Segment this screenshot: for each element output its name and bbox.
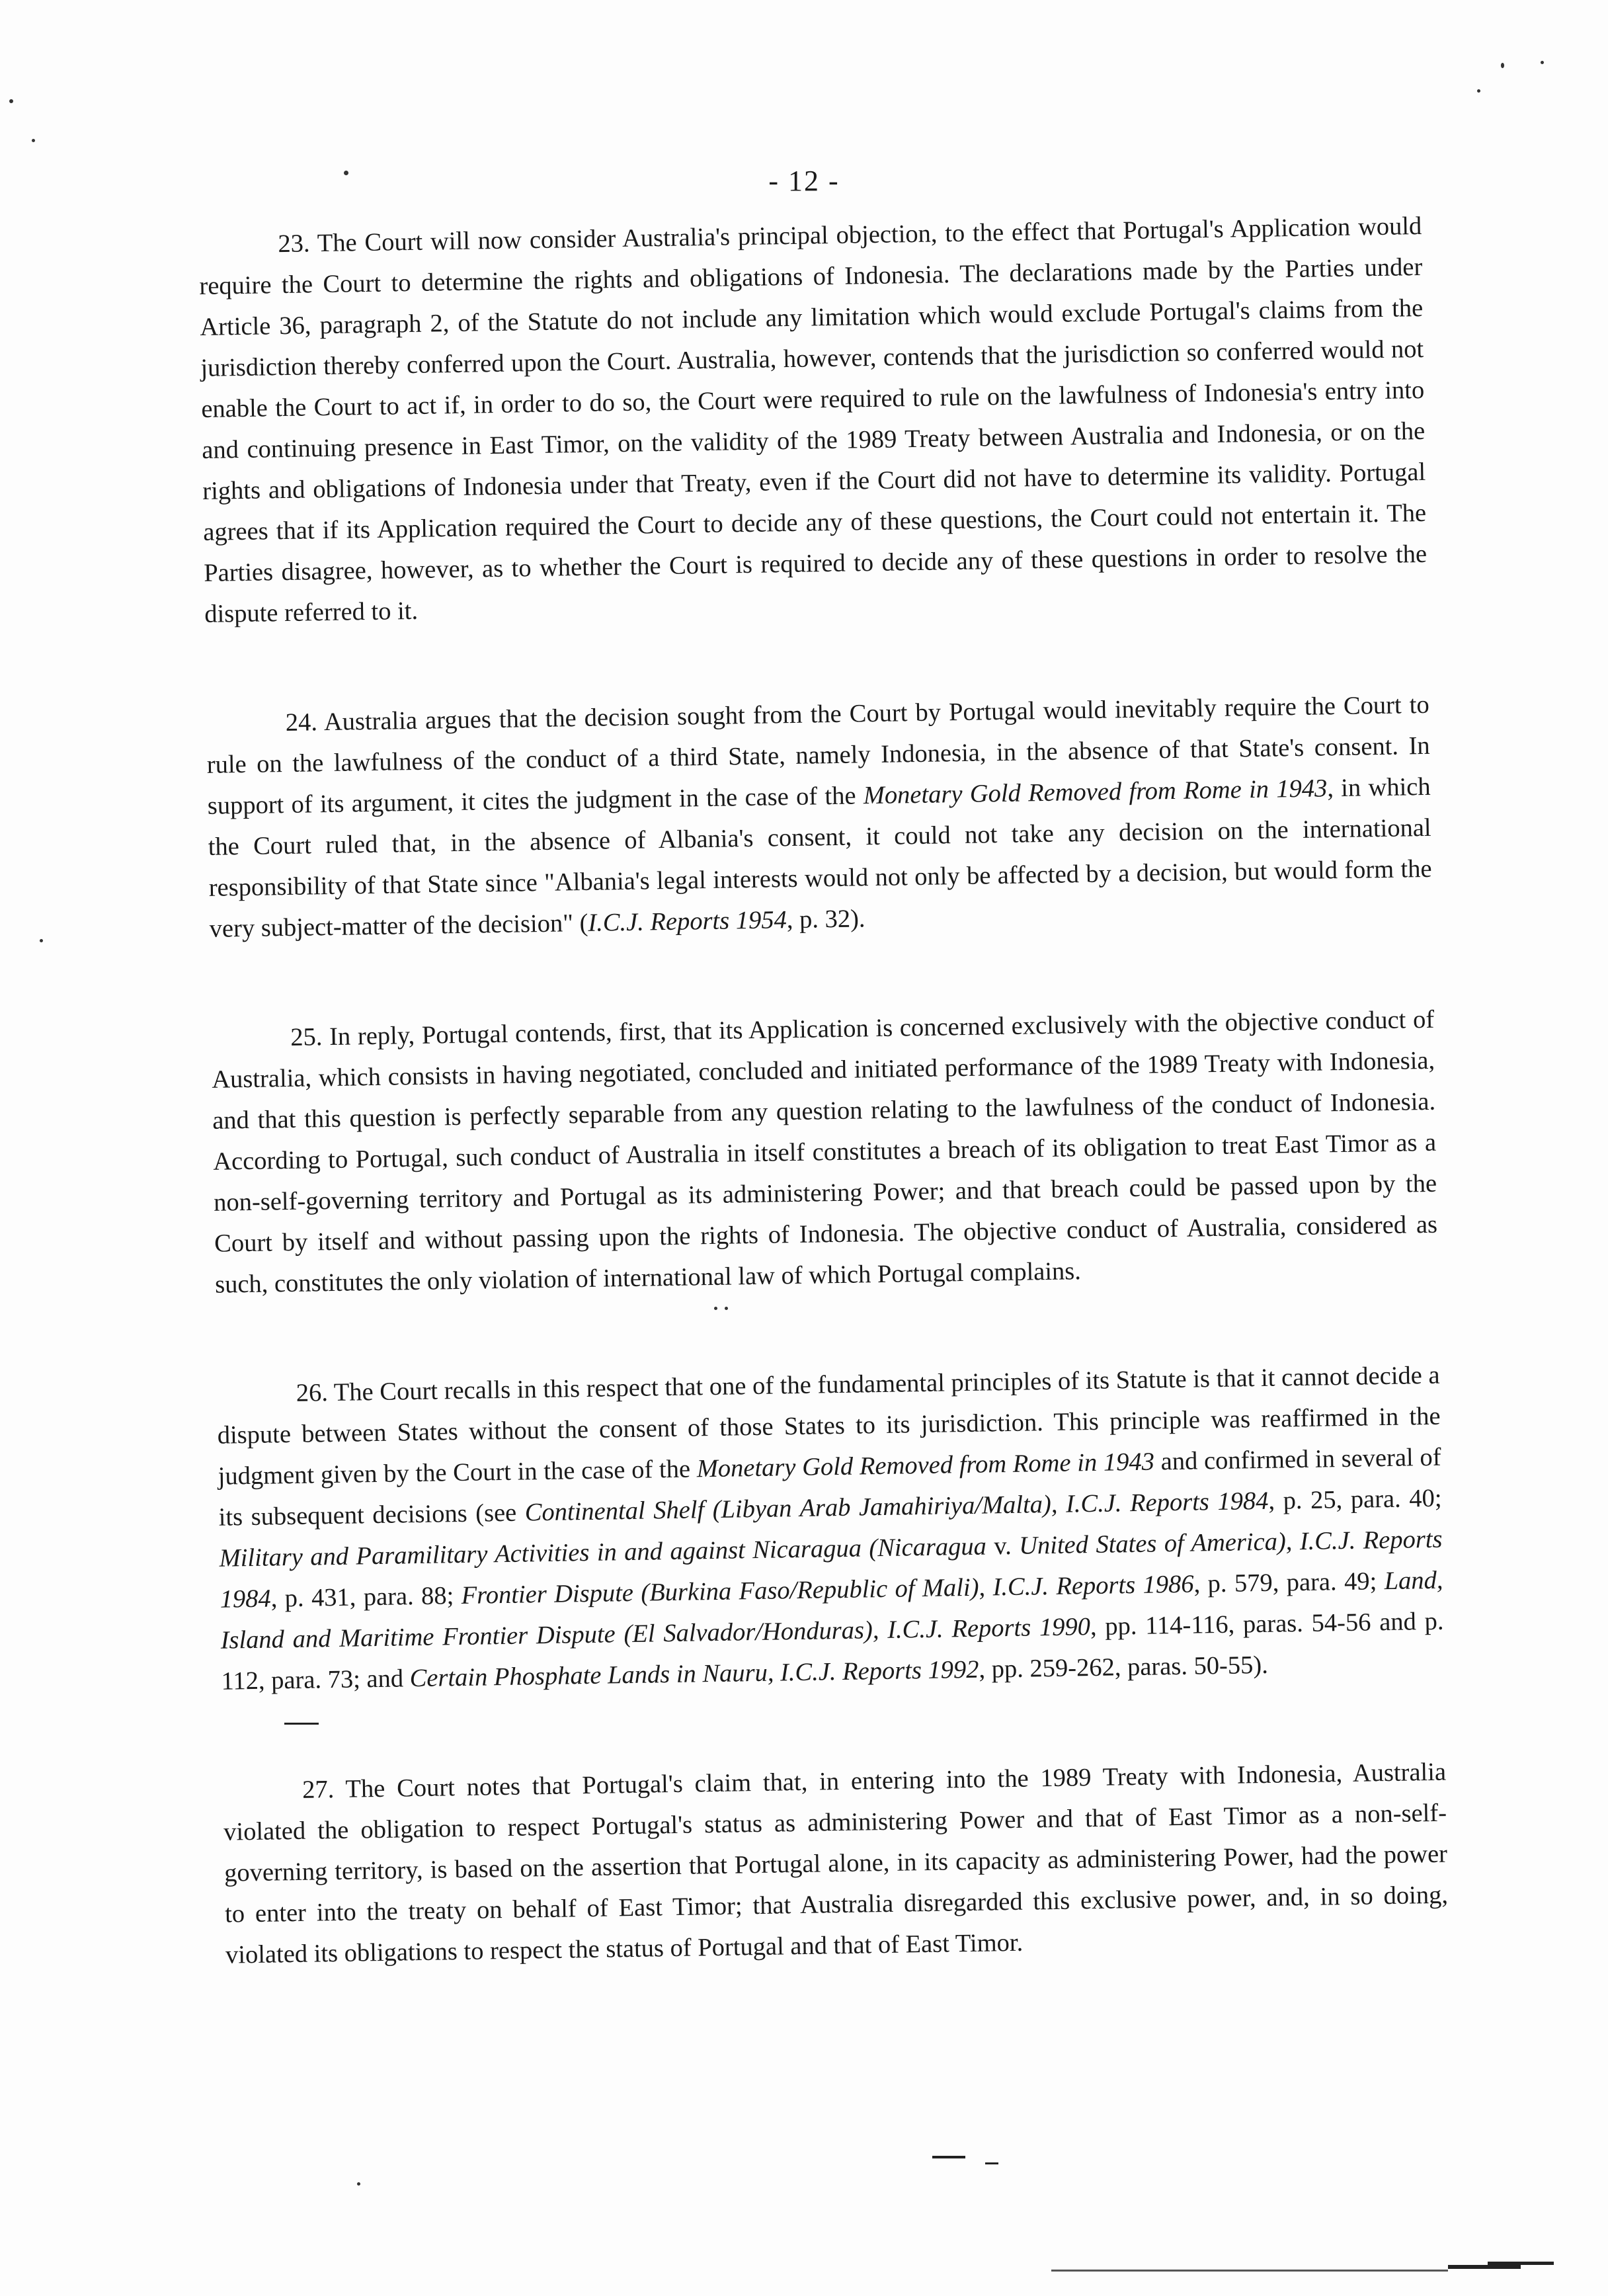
italic-citation: Continental Shelf (Libyan Arab Jamahiriya/Malta), I.C.J. Reports 1984 [524,1487,1269,1527]
scan-speck [1541,61,1544,64]
scan-mark [1448,2265,1521,2269]
paragraph-23 [198,206,1428,635]
paragraph-text: , in which the Court ruled that, in the absence of Albania's consent, it could not take any decision on the international responsibility of that State since "Albania's legal interests would not only be affected by a decision, but would form the very subject-matter of the decision" ( [208,772,1432,943]
italic-citation: Frontier Dispute (Burkina Faso/Republic of Mali), I.C.J. Reports 1986 [461,1570,1194,1610]
scan-speck [1477,89,1480,93]
paragraph-text: 24. Australia argues that the decision sought from the Court by Portugal would inevitably require the Court to rule on the lawfulness of the conduct of a third State, namely Indonesia, in the absence of that State's consent. In support of its argument, it cites the judgment in the case of the [206,690,1430,820]
scan-mark [1051,2270,1448,2272]
scan-speck [40,939,43,942]
scan-speck [32,139,35,142]
paragraph-26 [216,1355,1445,1702]
paragraph-text: and confirmed in several of its subsequent decisions (see [218,1443,1441,1532]
italic-citation: Monetary Gold Removed from Rome in 1943 [696,1448,1155,1483]
paragraph-text: v. [986,1532,1020,1561]
scan-speck [357,2182,360,2186]
italic-citation: United States of America), I.C.J. Reports 1984 [220,1525,1443,1614]
italic-citation: Monetary Gold Removed from Rome in 1943 [863,774,1328,810]
paragraph-25 [211,999,1439,1305]
italic-citation: Land, Island and Maritime Frontier Dispute (El Salvador/Honduras), I.C.J. Reports 1990 [220,1566,1443,1655]
paragraph-text: , p. 431, para. 88; [270,1582,462,1613]
italic-citation: Certain Phosphate Lands in Nauru, I.C.J. Reports 1992 [409,1655,979,1693]
paragraph-text: , pp. 259-262, paras. 50-55). [979,1651,1269,1684]
paragraph-27 [223,1752,1449,1976]
scan-mark [284,1723,319,1725]
document-body [198,206,1450,2045]
italic-citation: Military and Paramilitary Activities in and against Nicaragua (Nicaragua [219,1532,987,1573]
scan-speck [9,99,13,103]
scan-speck [714,1307,717,1310]
italic-citation: I.C.J. Reports 1954 [588,906,787,937]
paragraph-text: , p. 579, para. 49; [1193,1567,1385,1598]
paragraph-text: , p. 25, para. 40; [1268,1484,1442,1515]
scan-mark [932,2156,965,2158]
page-number: - 12 - [768,165,840,197]
paragraph-text: , pp. 114-116, paras. 54-56 and p. 112, para. 73; and [221,1607,1444,1696]
scan-mark [985,2162,998,2164]
paragraph-24 [206,684,1433,950]
paragraph-text: , p. 32). [786,905,865,934]
scan-mark [1488,2262,1554,2265]
paragraph-text: 27. The Court notes that Portugal's claim that, in entering into the 1989 Treaty with Indonesia, Australia violated the obligation to respect Portugal's status as administering Power and that of East Timor as a non-self-governing territory, is based on the assertion that Portugal alone, in its capacity as administering Power, had the power to enter into the treaty on behalf of East Timor; that Australia disregarded this exclusive power, and, in so doing, violated its obligations to respect the status of Portugal and that of East Timor. [223,1758,1449,1969]
paragraph-text: 23. The Court will now consider Australia's principal objection, to the effect that Portugal's Application would require the Court to determine the rights and obligations of Indonesia. The declarations made by the Parties under Article 36, paragraph 2, of the Statute do not include any limitation which would exclude Portugal's claims from the jurisdiction thereby conferred upon the Court. Australia, however, contends that the jurisdiction so conferred would not enable the Court to act if, in order to do so, the Court were required to rule on the lawfulness of Indonesia's entry into and continuing presence in East Timor, on the validity of the 1989 Treaty between Australia and Indonesia, or on the rights and obligations of Indonesia under that Treaty, even if the Court did not have to determine its validity. Portugal agrees that if its Application required the Court to decide any of these questions, the Court could not entertain it. The Parties disagree, however, as to whether the Court is required to decide any of these questions in order to resolve the dispute referred to it. [199,212,1427,628]
paragraph-text: 26. The Court recalls in this respect that one of the fundamental principles of its Statute is that it cannot decide a dispute between States without the consent of those States to its jurisdiction. This principle was reaffirmed in the judgment given by the Court in the case of the [217,1361,1441,1491]
paragraph-text: 25. In reply, Portugal contends, first, that its Application is concerned exclusively with the objective conduct of Australia, which consists in having negotiated, concluded and initiated performance of the 1989 Treaty with Indonesia, and that this question is perfectly separable from any question relating to the lawfulness of the conduct of Indonesia. According to Portugal, such conduct of Australia in itself constitutes a breach of its obligation to treat East Timor as a non-self-governing territory and Portugal as its administering Power; and that breach could be passed upon by the Court by itself and without passing upon the rights of Indonesia. The objective conduct of Australia, considered as such, constitutes the only violation of international law of which Portugal complains. [211,1005,1438,1299]
scan-speck [344,171,348,175]
scan-speck [725,1307,728,1310]
scan-speck [1501,63,1504,68]
